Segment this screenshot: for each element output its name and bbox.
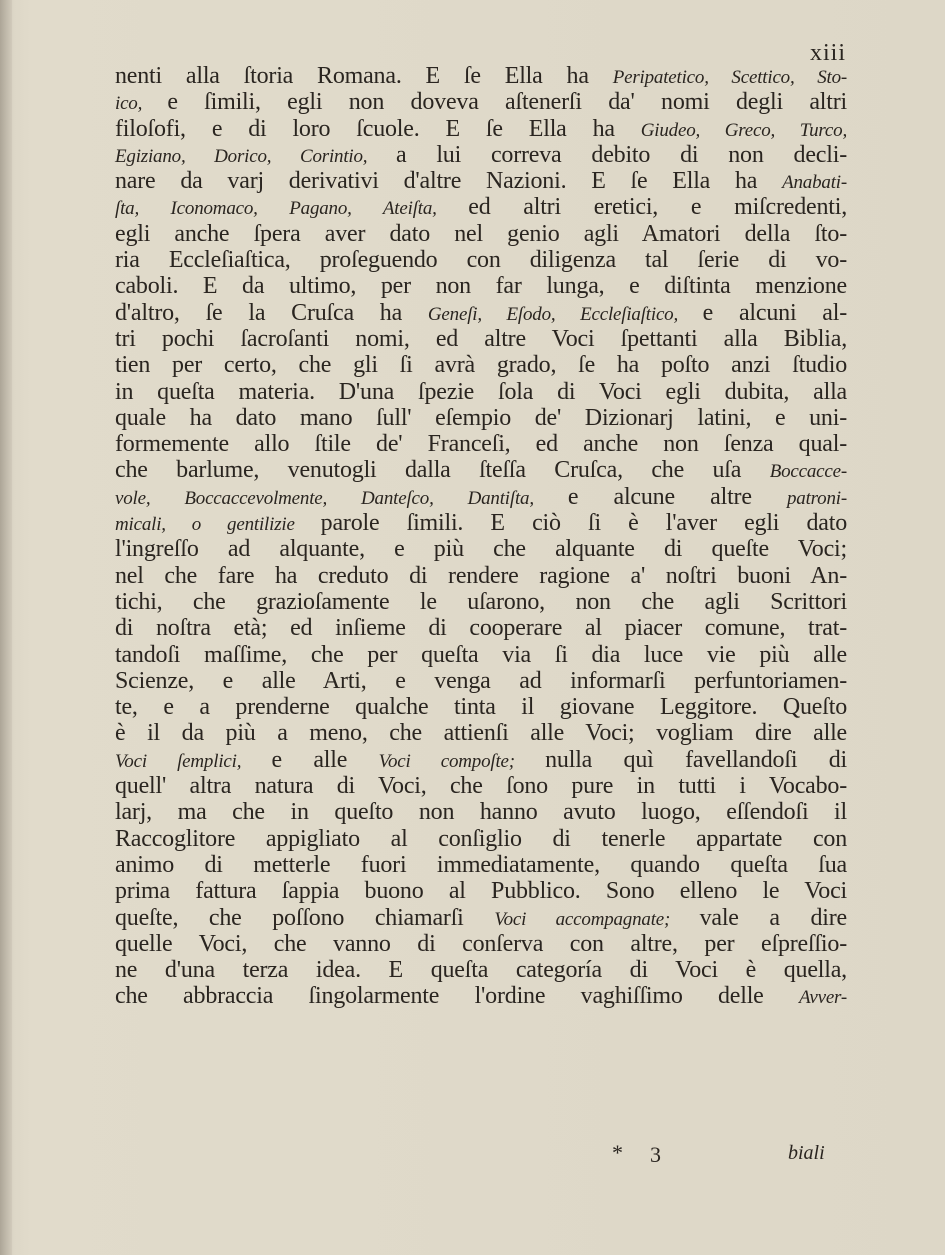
text-run: è il da più a meno, che attienſi alle Voci; vogliam dire alle — [115, 720, 847, 747]
italic-term: Voci ſemplici, — [115, 750, 272, 772]
text-run: in queſta materia. D'una ſpezie ſola di Voci egli dubita, alla — [115, 378, 847, 405]
text-line — [115, 773, 847, 799]
text-run: e alcuni al- — [702, 299, 847, 326]
text-line — [115, 89, 847, 115]
text-line — [115, 563, 847, 589]
italic-term: Voci accompagnate; — [494, 908, 700, 930]
text-line — [115, 878, 847, 904]
page-number: xiii — [809, 40, 846, 66]
text-run: quelle Voci, che vanno di conſerva con altre, per eſpreſſio- — [115, 930, 847, 957]
text-run: parole ſimili. E ciò ſi è l'aver egli dato — [320, 510, 847, 537]
text-line — [115, 194, 847, 220]
signature-mark: * — [612, 1140, 623, 1165]
text-line — [115, 642, 847, 668]
italic-term: micali, o gentilizie — [115, 514, 321, 536]
signature-number: 3 — [650, 1142, 661, 1167]
italic-term: Geneſi, Eſodo, Eccleſiaſtico, — [427, 303, 703, 325]
text-run: filoſofi, e di loro ſcuole. E ſe Ella ha — [115, 115, 641, 142]
italic-term: Peripatetico, Scettico, Sto- — [612, 67, 847, 88]
text-line — [115, 431, 847, 457]
text-run: ria Eccleſiaſtica, proſeguendo con diligenza tal ſerie di vo- — [115, 247, 847, 274]
italic-term: Anabati- — [782, 172, 847, 194]
text-line — [115, 931, 847, 957]
text-line — [115, 668, 847, 694]
text-line — [115, 694, 847, 720]
text-run: che barlume, venutogli dalla ſteſſa Cruſca, che uſa — [115, 457, 770, 484]
text-line — [115, 168, 847, 194]
text-run: vale a dire — [699, 904, 847, 931]
catchword: biali — [788, 1142, 825, 1164]
text-line — [115, 484, 847, 510]
italic-term: ico, — [115, 93, 168, 115]
text-run: tri pochi ſacroſanti nomi, ed altre Voci ſpettanti alla Biblia, — [115, 325, 847, 352]
text-line — [115, 63, 847, 89]
text-line — [115, 799, 847, 825]
text-run: tien per certo, che gli ſi avrà grado, ſe ha poſto anzi ſtudio — [115, 352, 847, 379]
text-line — [115, 142, 847, 168]
text-run: quale ha dato mano ſull' eſempio de' Dizionarj latini, e uni- — [115, 404, 847, 431]
text-line — [115, 300, 847, 326]
text-line — [115, 457, 847, 483]
text-run: quell' altra natura di Voci, che ſono pure in tutti i Vocabo- — [115, 773, 847, 800]
text-line — [115, 352, 847, 378]
italic-term: Avver- — [799, 987, 847, 1009]
text-run: tichi, che grazioſamente le uſarono, non che agli Scrittori — [115, 588, 847, 615]
italic-term: vole, Boccaccevolmente, Danteſco, Dantiſta, — [115, 487, 568, 509]
text-run: animo di metterle fuori immediatamente, quando queſta ſua — [115, 851, 847, 878]
page-gutter-shadow — [0, 0, 12, 1255]
text-run: caboli. E da ultimo, per non far lunga, e diſtinta menzione — [115, 273, 847, 300]
page-footer — [0, 1140, 945, 1170]
text-run: ed altri eretici, e miſcredenti, — [468, 194, 847, 221]
text-run: tandoſi maſſime, che per queſta via ſi dia luce vie più alle — [115, 641, 847, 668]
text-run: te, e a prenderne qualche tinta il giovane Leggitore. Queſto — [115, 694, 847, 721]
italic-term: Giudeo, Greco, Turco, — [640, 119, 847, 141]
italic-term: patroni- — [787, 487, 847, 509]
text-line — [115, 589, 847, 615]
text-line — [115, 273, 847, 299]
text-run: queſte, che poſſono chiamarſi — [115, 904, 495, 931]
text-line — [115, 615, 847, 641]
text-run: nel che fare ha creduto di rendere ragione a' noſtri buoni An- — [115, 562, 847, 589]
text-run: nulla quì favellandoſi di — [545, 746, 847, 773]
text-run: larj, ma che in queſto non hanno avuto luogo, eſſendoſi il — [115, 799, 847, 826]
text-run: nare da varj derivativi d'altre Nazioni. E ſe Ella ha — [115, 168, 783, 195]
text-run: prima fattura ſappia buono al Pubblico. Sono elleno le Voci — [115, 878, 847, 905]
text-run: Scienze, e alle Arti, e venga ad informarſi perfuntoriamen- — [115, 667, 847, 694]
italic-term: Voci compoſte; — [378, 750, 546, 772]
text-run: a lui correva debito di non decli- — [395, 141, 847, 168]
text-line — [115, 116, 847, 142]
text-line — [115, 905, 847, 931]
text-run: che abbraccia ſingolarmente l'ordine vaghiſſimo delle — [115, 983, 799, 1010]
text-run: di noſtra età; ed inſieme di cooperare al piacer comune, trat- — [115, 615, 847, 642]
text-line — [115, 852, 847, 878]
text-line — [115, 536, 847, 562]
text-run: l'ingreſſo ad alquante, e più che alquante di queſte Voci; — [115, 536, 847, 563]
text-line — [115, 747, 847, 773]
text-run: ne d'una terza idea. E queſta categoría di Voci è quella, — [115, 957, 847, 984]
text-run: e alcune altre — [567, 483, 787, 510]
text-run: Raccoglitore appigliato al conſiglio di tenerle appartate con — [115, 825, 847, 852]
text-line — [115, 957, 847, 983]
text-run: nenti alla ſtoria Romana. E ſe Ella ha — [115, 63, 613, 89]
text-run: e alle — [271, 746, 379, 773]
text-line — [115, 720, 847, 746]
text-line — [115, 326, 847, 352]
body-text — [115, 63, 847, 1010]
text-run: formemente allo ſtile de' Franceſi, ed anche non ſenza qual- — [115, 431, 847, 458]
italic-term: Boccacce- — [769, 461, 847, 483]
text-line — [115, 826, 847, 852]
text-line — [115, 247, 847, 273]
text-line — [115, 983, 847, 1009]
text-line — [115, 510, 847, 536]
text-run: d'altro, ſe la Cruſca ha — [115, 299, 428, 326]
text-line — [115, 405, 847, 431]
italic-term: Egiziano, Dorico, Corintio, — [115, 145, 396, 167]
text-line — [115, 379, 847, 405]
text-run: egli anche ſpera aver dato nel genio agli Amatori della ſto- — [115, 220, 847, 247]
italic-term: ſta, Iconomaco, Pagano, Ateiſta, — [115, 198, 469, 220]
text-run: e ſimili, egli non doveva aſtenerſi da' nomi degli altri — [167, 89, 847, 116]
text-line — [115, 221, 847, 247]
